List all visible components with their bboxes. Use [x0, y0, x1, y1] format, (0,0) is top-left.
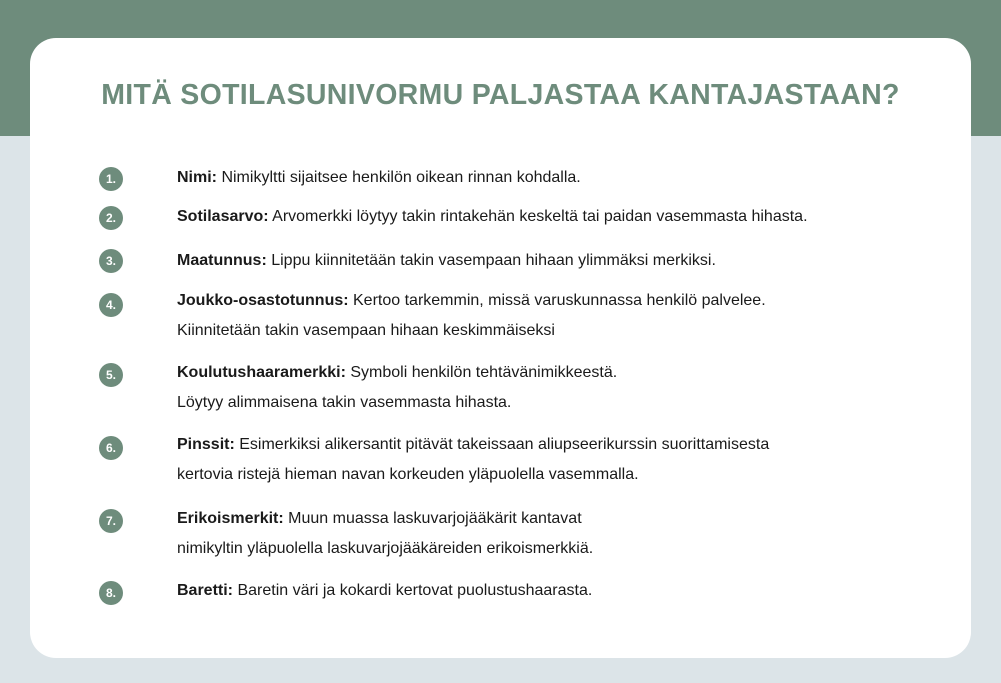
- item-description-continued: nimikyltin yläpuolella laskuvarjojääkäreiden erikoismerkkiä.: [177, 540, 594, 557]
- item-text: [177, 163, 967, 193]
- item-number-badge: 3.: [99, 249, 123, 273]
- item-number-badge: 2.: [99, 206, 123, 230]
- item-text: [177, 202, 967, 232]
- item-term: Maatunnus:: [177, 252, 267, 269]
- item-term: Joukko-osastotunnus:: [177, 292, 349, 309]
- item-number-badge: 7.: [99, 509, 123, 533]
- item-text: [177, 246, 967, 276]
- item-term: Baretti:: [177, 582, 234, 599]
- item-description: Arvomerkki löytyy takin rintakehän keskeltä tai paidan vasemmasta hihasta.: [268, 208, 808, 225]
- item-description: Baretin väri ja kokardi kertovat puolustushaarasta.: [233, 582, 593, 599]
- item-text: [177, 430, 967, 490]
- content-card: [30, 38, 971, 658]
- item-description-continued: Löytyy alimmaisena takin vasemmasta hihasta.: [177, 394, 512, 411]
- item-term: Nimi:: [177, 169, 217, 186]
- item-text: [177, 358, 967, 418]
- item-description-continued: kertovia ristejä hieman navan korkeuden yläpuolella vasemmalla.: [177, 466, 639, 483]
- item-description: Esimerkiksi alikersantit pitävät takeissaan aliupseerikurssin suorittamisesta: [234, 436, 770, 453]
- item-text: [177, 504, 967, 564]
- item-term: Sotilasarvo:: [177, 208, 269, 225]
- item-term: Pinssit:: [177, 436, 235, 453]
- item-term: Erikoismerkit:: [177, 510, 284, 527]
- item-description: Nimikyltti sijaitsee henkilön oikean rinnan kohdalla.: [217, 169, 581, 186]
- item-number-badge: 1.: [99, 167, 123, 191]
- item-description: Lippu kiinnitetään takin vasempaan hihaan ylimmäksi merkiksi.: [266, 252, 716, 269]
- item-description: Kertoo tarkemmin, missä varuskunnassa henkilö palvelee.: [348, 292, 766, 309]
- item-description: Symboli henkilön tehtävänimikkeestä.: [345, 364, 618, 381]
- item-number-badge: 5.: [99, 363, 123, 387]
- item-description: Muun muassa laskuvarjojääkärit kantavat: [283, 510, 582, 527]
- item-term: Koulutushaaramerkki:: [177, 364, 346, 381]
- item-number-badge: 4.: [99, 293, 123, 317]
- item-text: [177, 286, 967, 346]
- item-number-badge: 8.: [99, 581, 123, 605]
- item-description-continued: Kiinnitetään takin vasempaan hihaan keskimmäiseksi: [177, 322, 555, 339]
- page-title: MITÄ SOTILASUNIVORMU PALJASTAA KANTAJASTAAN?: [101, 79, 900, 111]
- item-number-badge: 6.: [99, 436, 123, 460]
- item-text: [177, 576, 967, 606]
